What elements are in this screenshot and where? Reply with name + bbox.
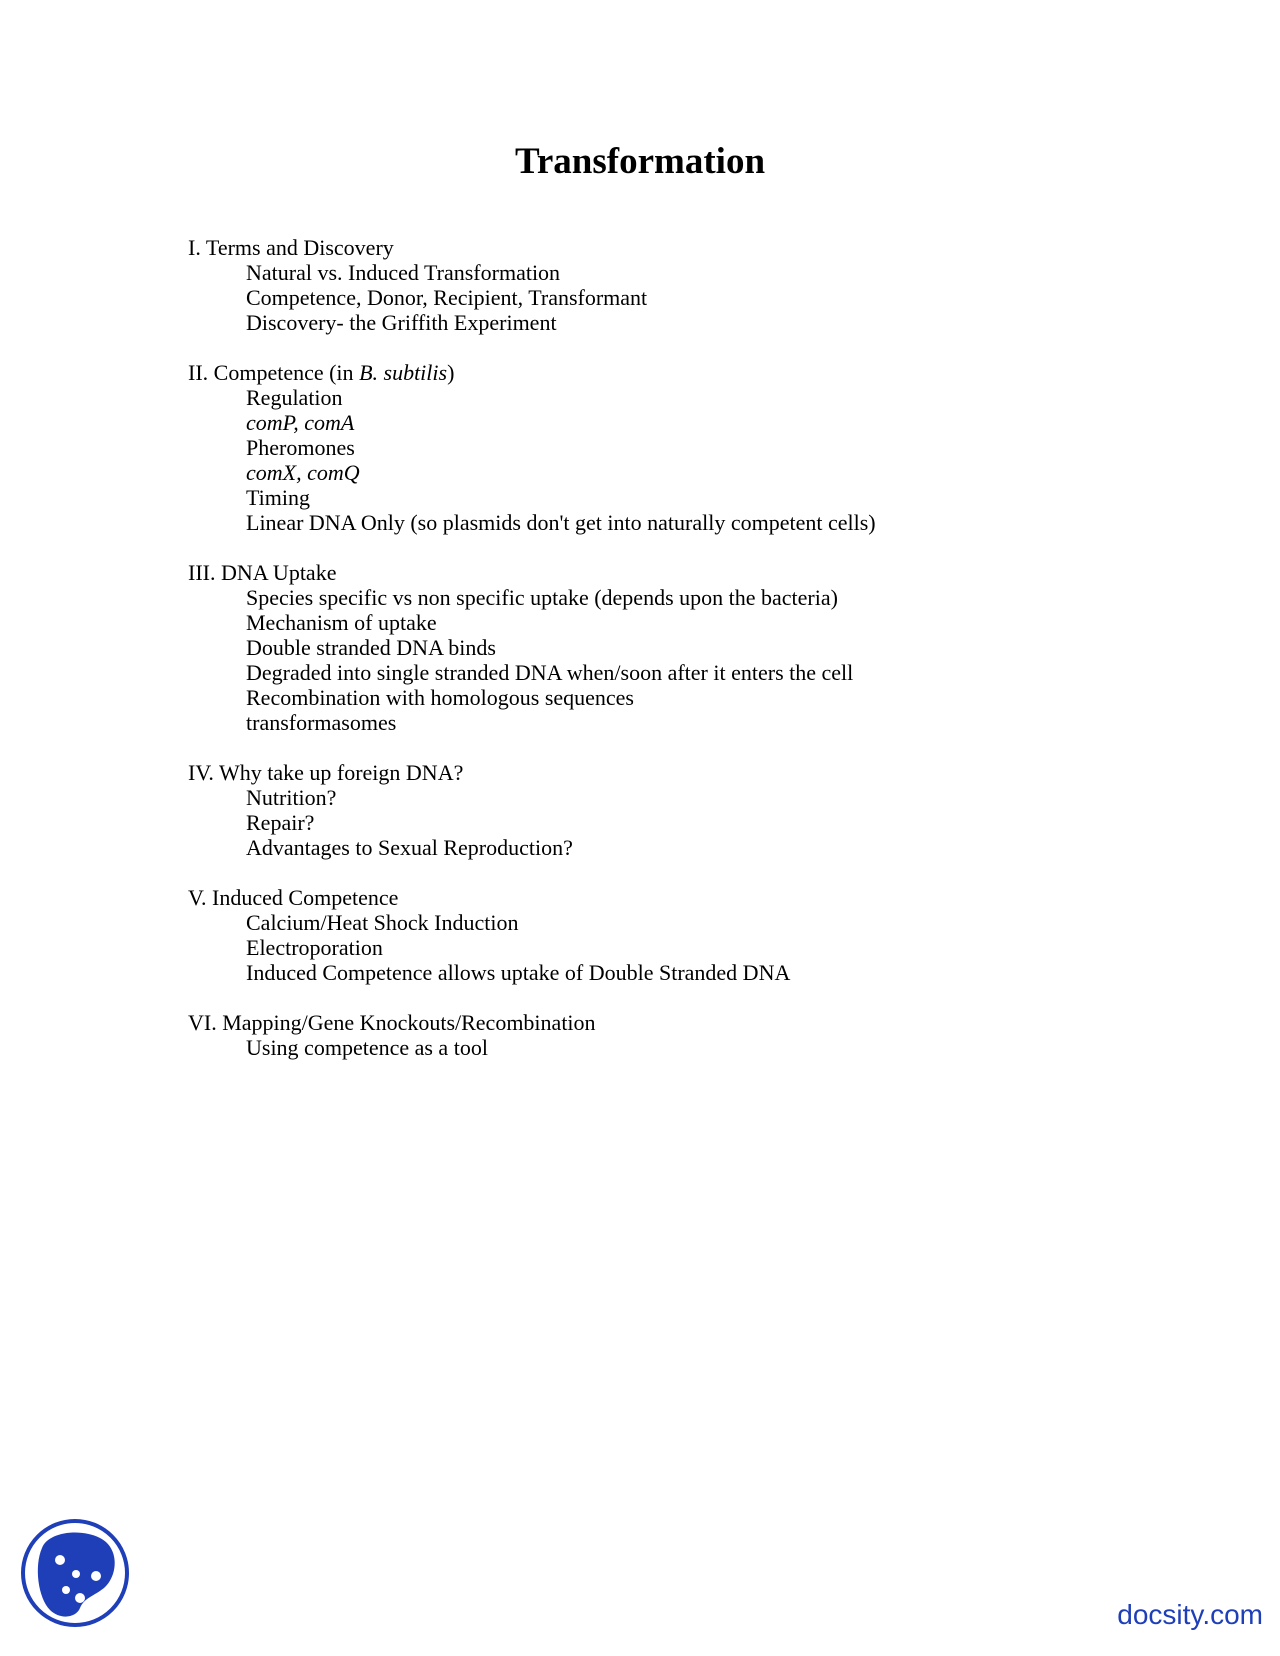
list-item: Natural vs. Induced Transformation: [246, 260, 561, 285]
list-item: Discovery- the Griffith Experiment: [246, 310, 557, 335]
list-item: Repair?: [246, 810, 315, 835]
list-item: transformasomes: [246, 710, 397, 735]
heading-suffix: ): [447, 360, 455, 385]
section-heading: III. DNA Uptake: [188, 560, 337, 585]
list-item: Pheromones: [246, 435, 355, 460]
list-item: Nutrition?: [246, 785, 337, 810]
list-item: Species specific vs non specific uptake (depends upon the bacteria): [246, 585, 838, 610]
list-item: Regulation: [246, 385, 343, 410]
list-item: Mechanism of uptake: [246, 610, 437, 635]
heading-prefix: II. Competence (in: [188, 360, 360, 385]
section-heading: IV. Why take up foreign DNA?: [188, 760, 464, 785]
section-heading: [188, 360, 1188, 385]
list-item: Degraded into single stranded DNA when/soon after it enters the cell: [246, 660, 854, 685]
section-heading: V. Induced Competence: [188, 885, 399, 910]
section-4: [188, 760, 1188, 860]
list-item: Double stranded DNA binds: [246, 635, 496, 660]
list-item: Calcium/Heat Shock Induction: [246, 910, 519, 935]
docsity-logo-icon[interactable]: [20, 1518, 130, 1628]
logo-graphic: [20, 1518, 130, 1628]
list-item: Electroporation: [246, 935, 383, 960]
page-title: Transformation: [514, 141, 766, 182]
list-item-genes: comX, comQ: [246, 460, 360, 485]
section-heading: VI. Mapping/Gene Knockouts/Recombination: [188, 1010, 596, 1035]
section-6: [188, 1010, 1188, 1060]
docsity-brand-link[interactable]: docsity.com: [1117, 1599, 1263, 1630]
list-item: Recombination with homologous sequences: [246, 685, 634, 710]
section-1: [188, 235, 1188, 335]
outline: [188, 235, 1188, 1085]
list-item: Linear DNA Only (so plasmids don't get into naturally competent cells): [246, 510, 876, 535]
list-item: Induced Competence allows uptake of Double Stranded DNA: [246, 960, 791, 985]
section-2: [188, 360, 1188, 535]
heading-organism: B. subtilis: [359, 360, 448, 385]
section-5: [188, 885, 1188, 985]
section-heading: I. Terms and Discovery: [188, 235, 394, 260]
list-item-genes: comP, comA: [246, 410, 355, 435]
section-3: [188, 560, 1188, 735]
list-item: Competence, Donor, Recipient, Transformant: [246, 285, 648, 310]
list-item: Timing: [246, 485, 311, 510]
list-item: Advantages to Sexual Reproduction?: [246, 835, 573, 860]
list-item: Using competence as a tool: [246, 1035, 488, 1060]
